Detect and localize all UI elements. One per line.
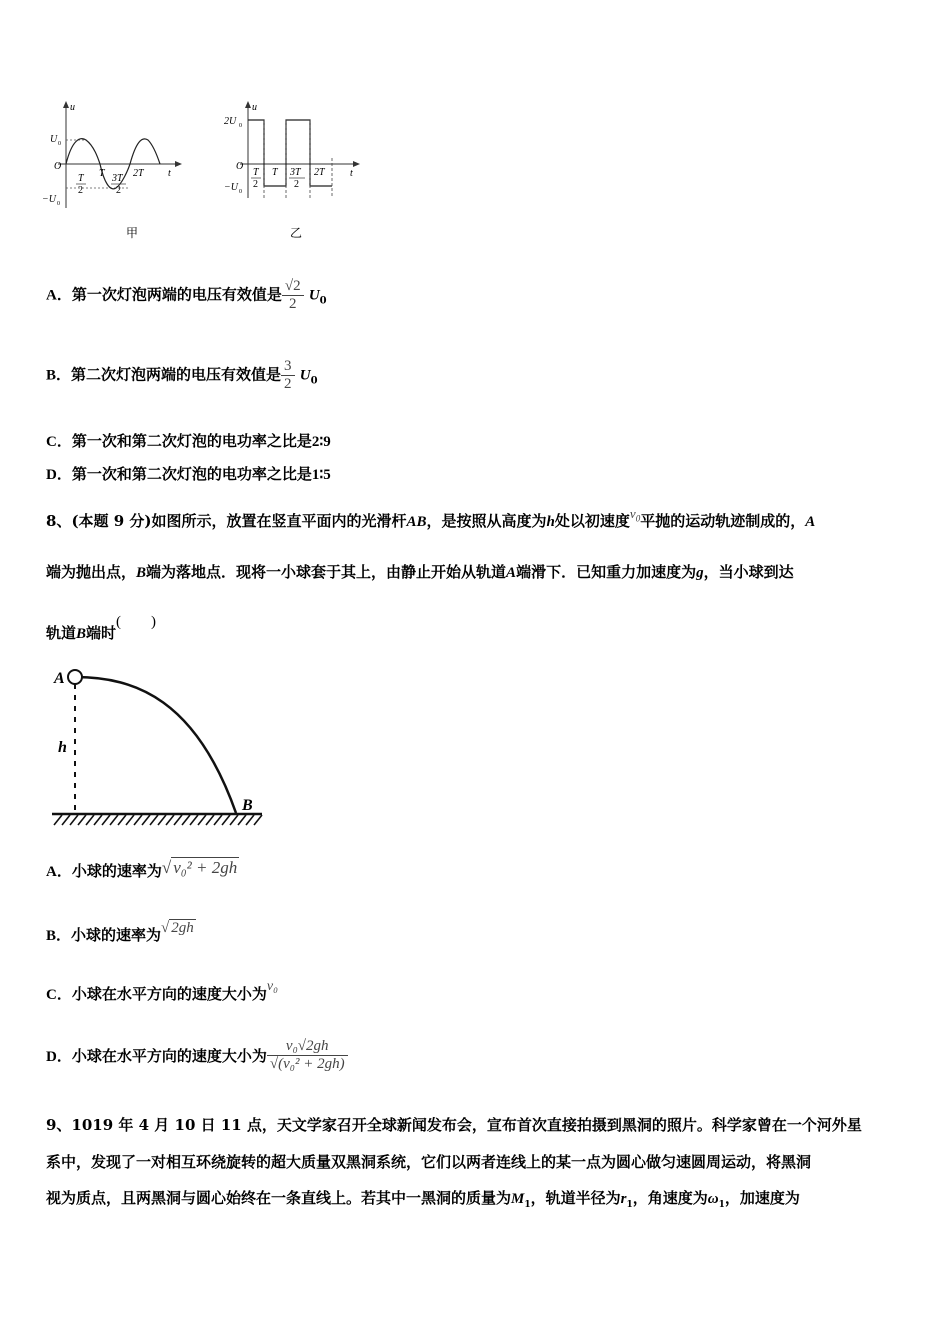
q8-option-c (46, 979, 278, 1004)
q7-a-num: √2 (282, 278, 304, 296)
q9-r1-sub: 1 (626, 1200, 633, 1210)
jia-tick-3t: 3T (112, 173, 123, 184)
q7-a-unit: U (308, 287, 320, 304)
q8-a-text: 小球的速率为 (71, 862, 162, 880)
q7-a-den: 2 (288, 296, 297, 312)
q8-b-expr-value: 2gh (171, 920, 194, 936)
parabolic-track (75, 677, 236, 813)
q7-option-d (46, 463, 331, 484)
q9-m1: M (511, 1191, 525, 1207)
q7-a-unit-sub: 0 (319, 295, 327, 307)
q8-d-letter: D． (46, 1049, 72, 1065)
q7-b-num: 3 (281, 358, 295, 376)
q9-text-3c: ，角速度为 (632, 1189, 708, 1207)
jia-axis-t: t (168, 168, 171, 179)
jia-u0: U (50, 134, 58, 145)
track-label-b: B (242, 797, 253, 814)
q8-number: 8、 (46, 512, 72, 530)
q7-b-unit-sub: 0 (310, 375, 318, 387)
q7-a-letter: A． (46, 287, 72, 304)
q8-c-text: 小球在水平方向的速度大小为 (71, 985, 267, 1003)
q7-option-c (46, 430, 331, 451)
track-label-a: A (54, 670, 65, 687)
yi-neg-u0: −U (224, 182, 238, 193)
jia-tick-3t-2: 2 (116, 185, 121, 196)
jia-neg-u0: −U (42, 194, 56, 205)
yi-axis-u: u (252, 102, 257, 113)
q7-b-unit: U (299, 367, 311, 384)
yi-tick-3t-2: 2 (294, 179, 299, 190)
q8-answer-paren: ( ) (116, 614, 157, 630)
q8-a-end: A (805, 514, 816, 530)
q8-a2: A (506, 565, 517, 581)
q9-w1: ω (707, 1191, 719, 1207)
q9-m1-sub: 1 (524, 1200, 531, 1210)
yi-neg-u0-sub: 0 (239, 189, 242, 195)
q8-c-expr: v₀ (266, 979, 278, 994)
q8-v0 (629, 506, 641, 524)
yi-tick-3t: 3T (290, 167, 301, 178)
q9-line-2: 系中，发现了一对相互环绕旋转的超大质量双黑洞系统，它们以两者连线上的某一点为圆心做匀速圆周运动，将黑洞 (46, 1153, 812, 1171)
q8-h: h (546, 514, 555, 530)
q8-a-expr: √ v₀² + 2gh (161, 858, 238, 877)
figure-jia (40, 98, 190, 243)
q8-ab: AB (406, 514, 427, 530)
yi-tick-2t: 2T (314, 167, 325, 178)
q8-a-expr-value: v₀² + 2gh (173, 858, 238, 877)
jia-caption: 甲 (126, 226, 139, 240)
q7-b-fraction (281, 358, 295, 393)
yi-tick-t: T (253, 167, 259, 178)
track-label-h: h (58, 739, 67, 756)
q8-c-letter: C． (46, 987, 72, 1003)
q8-b1: B (136, 565, 147, 581)
figure-yi (222, 98, 372, 243)
q8-option-d (46, 1038, 348, 1073)
q8-stem-line-3 (46, 614, 157, 643)
q7-option-b (46, 358, 318, 393)
q8-text-1a: (本题 9 分)如图所示，放置在竖直平面内的光滑杆 (71, 512, 407, 530)
q7-b-text: 第二次灯泡两端的电压有效值是 (71, 365, 282, 384)
q7-d-text: 第一次和第二次灯泡的电功率之比是 (71, 465, 312, 483)
q8-text-3a: 轨道 (46, 624, 77, 642)
q7-c-ratio: 2∶9 (311, 434, 331, 450)
q9-line-3 (46, 1187, 800, 1210)
q9-text-3b: ，轨道半径为 (530, 1189, 621, 1207)
yi-u-top: 2U (224, 116, 237, 127)
q8-g: g (696, 565, 704, 581)
q9-r1: r (620, 1191, 627, 1207)
yi-caption: 乙 (290, 226, 303, 240)
q8-text-2a: 端为抛出点， (46, 563, 137, 581)
q9-line-1: 9、1019 年 4 月 10 日 11 点，天文学家召开全球新闻发布会，宣布首次直接拍摄到黑洞的照片。科学家曾在一个河外星 (46, 1116, 862, 1134)
jia-origin: O (54, 161, 62, 172)
yi-u-top-sub: 0 (239, 123, 242, 129)
yi-tick-tt: T (272, 167, 278, 178)
q8-text-1b: ，是按照从高度为 (426, 512, 547, 530)
jia-tick-tt: T (99, 168, 105, 179)
q8-stem-line-1 (46, 506, 816, 532)
q7-c-text: 第一次和第二次灯泡的电功率之比是 (71, 432, 312, 450)
q8-d-text: 小球在水平方向的速度大小为 (71, 1047, 267, 1065)
q8-d-den: √(v₀² + 2gh) (269, 1056, 345, 1072)
ground-hatching (54, 815, 262, 825)
q8-text-1d: 平抛的运动轨迹制成的， (640, 512, 806, 530)
q8-b-expr: √ 2gh (161, 920, 194, 936)
q8-option-a (46, 860, 239, 881)
jia-tick-2t: 2T (133, 168, 144, 179)
figure-track (46, 660, 271, 830)
q7-c-letter: C． (46, 434, 72, 450)
q9-text-3d: ，加速度为 (724, 1189, 800, 1207)
q8-b-letter: B． (46, 928, 72, 944)
q9-w1-sub: 1 (718, 1200, 725, 1210)
yi-tick-2: 2 (253, 179, 258, 190)
q8-text-1c: 处以初速度 (554, 512, 630, 530)
q8-option-b (46, 920, 196, 945)
q7-a-fraction (282, 278, 304, 313)
q8-text-2b: 端为落地点．现将一小球套于其上，由静止开始从轨道 (146, 563, 507, 581)
ball-at-a (68, 670, 82, 684)
q8-v0-sub: 0 (635, 513, 641, 524)
q9-text-3a: 视为质点，且两黑洞与圆心始终在一条直线上。若其中一黑洞的质量为 (46, 1189, 512, 1207)
q8-text-2c: 端滑下．已知重力加速度为 (516, 563, 697, 581)
q8-b2: B (76, 626, 87, 642)
q8-d-fraction (267, 1038, 348, 1073)
q7-a-text: 第一次灯泡两端的电压有效值是 (71, 285, 282, 304)
q7-option-a (46, 278, 327, 313)
q8-stem-line-2 (46, 561, 794, 582)
q8-a-letter: A． (46, 864, 72, 880)
jia-tick-2: 2 (78, 185, 83, 196)
q7-d-ratio: 1∶5 (311, 467, 331, 483)
q8-text-2d: ，当小球到达 (703, 563, 794, 581)
q7-d-letter: D． (46, 467, 72, 483)
q8-v0-symbol: v (629, 506, 636, 521)
q8-text-3b: 端时 (86, 624, 117, 642)
jia-neg-u0-sub: 0 (57, 201, 60, 207)
q7-b-letter: B． (46, 367, 72, 384)
yi-axis-t: t (350, 168, 353, 179)
q7-b-den: 2 (284, 376, 292, 392)
q8-d-num: v₀√2gh (267, 1038, 348, 1056)
jia-axis-u: u (70, 102, 75, 113)
q8-b-text: 小球的速率为 (71, 926, 162, 944)
yi-origin: O (236, 161, 244, 172)
jia-tick-t: T (78, 173, 84, 184)
jia-u0-sub: 0 (58, 141, 61, 147)
